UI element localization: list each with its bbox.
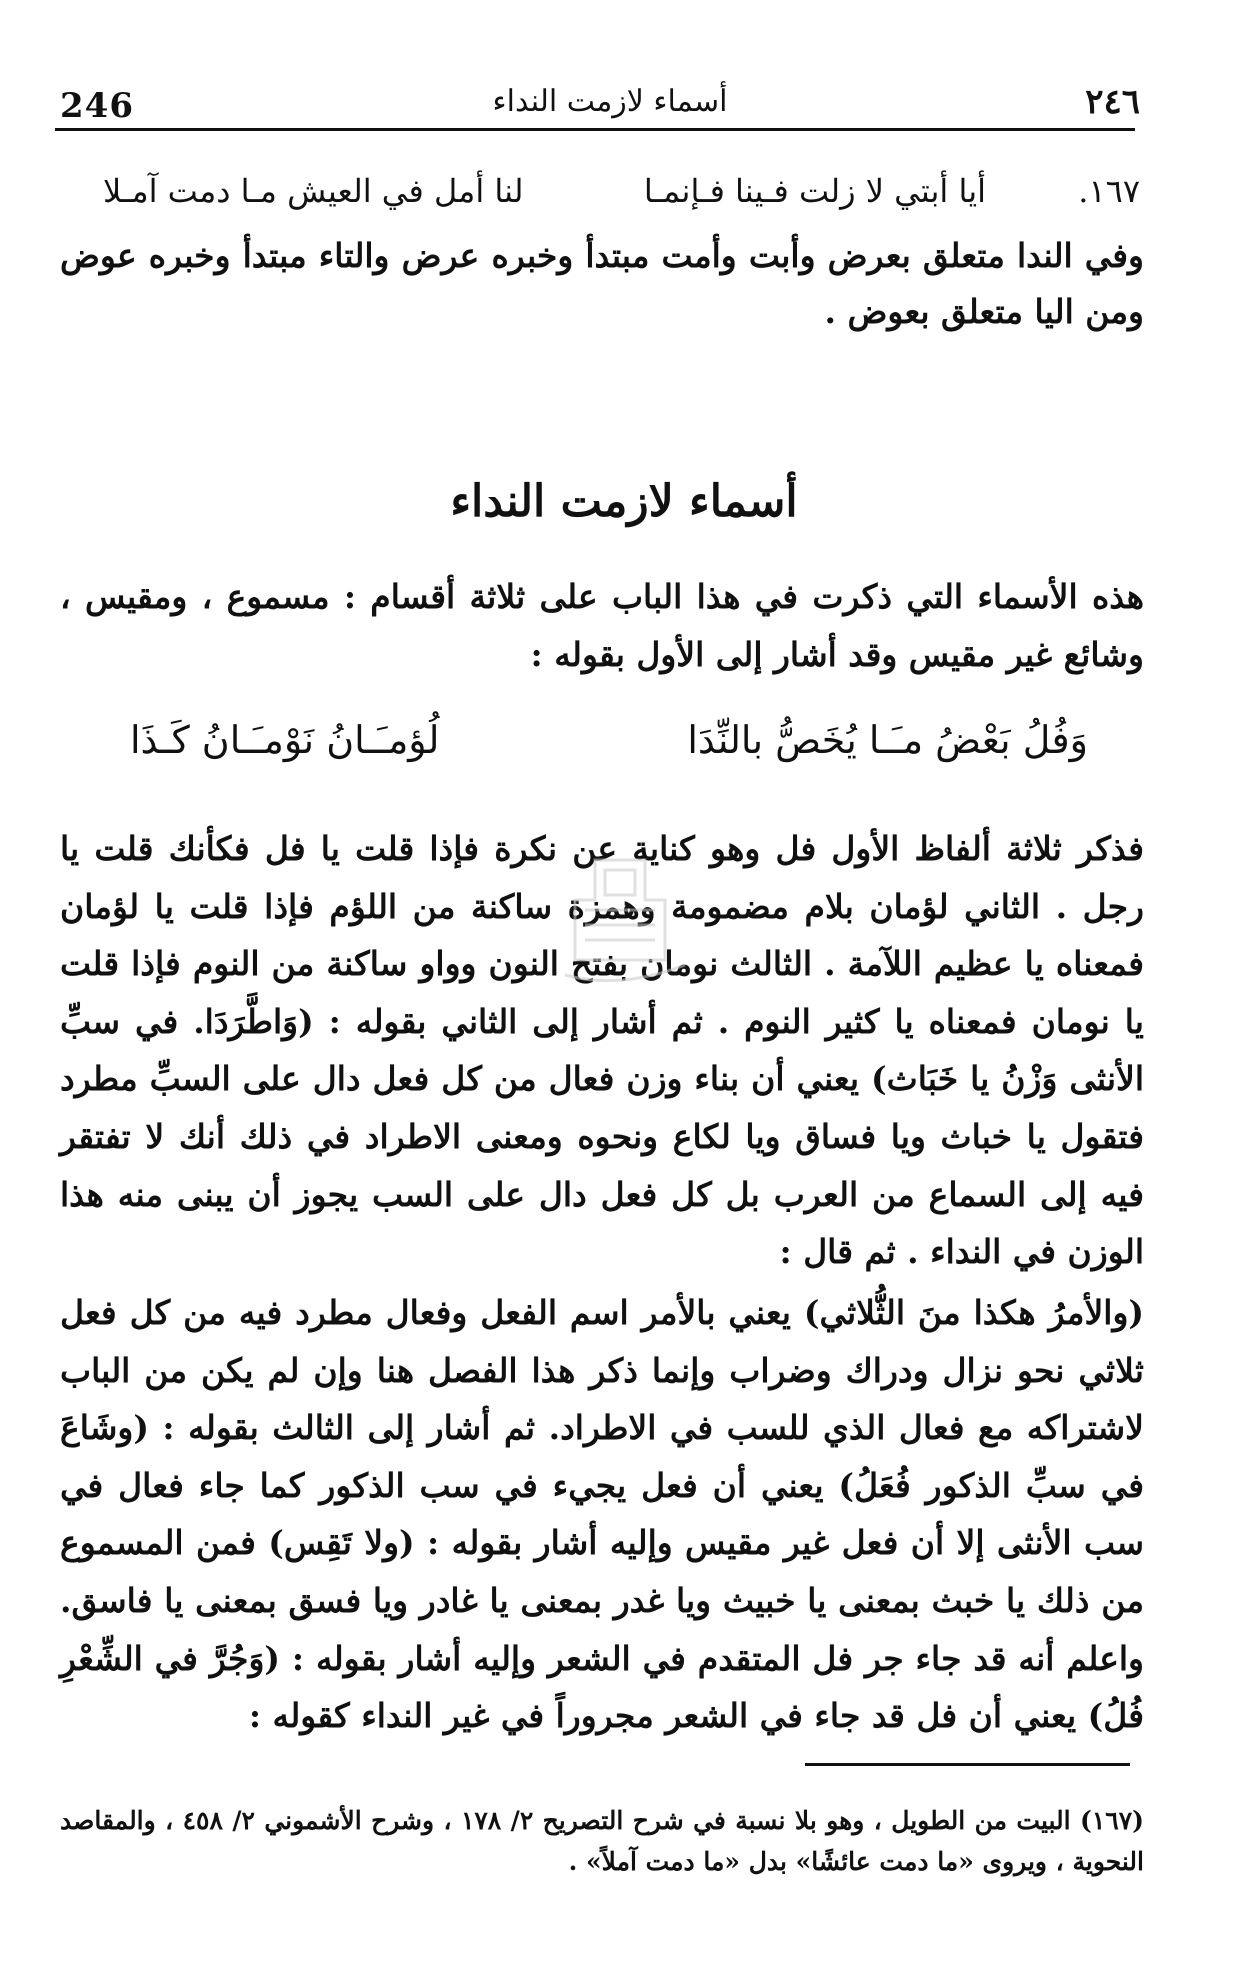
paragraph-explanation: فذكر ثلاثة ألفاظ الأول فل وهو كناية عن نكرة فإذا قلت يا فل فكأنك قلت يا رجل . الثاني لؤمان بلام مضمومة وهمزة ساكنة من اللؤم فإذا قلت يا لؤمان فمعناه يا عظيم اللآمة . الثالث نومان بفتح النون وواو ساكنة من النوم فإذا قلت يا نومان فمعناه يا كثير النوم . ثم أشار إلى الثاني بقوله : (وَاطَّرَدَا. في سبِّ الأنثى وَزْنُ يا خَبَاث) يعني أن بناء وزن فعال من كل فعل دال على السبِّ مطرد فتقول يا خباث ويا فساق ويا لكاع ونحوه ومعنى الاطراد في ذلك أنك لا تفتقر فيه إلى السماع من العرب بل كل فعل دال على السب يجوز أن يبنى منه هذا الوزن في النداء . ثم قال : — [60, 829, 1144, 1272]
footnote: (١٦٧) البيت من الطويل ، وهو بلا نسبة في شرح التصريح ٢/ ١٧٨ ، وشرح الأشموني ٢/ ٤٥٨ ، والمقاصد النحوية ، ويروى «ما دمت عائشًا» بدل «ما دمت آملاً» . — [60, 1806, 1145, 1876]
page-number-latin: 246 — [60, 86, 134, 126]
library-stamp-watermark — [535, 840, 705, 990]
verse-second-hemistich: لنا أمل في العيش مـا دمت آمـلا — [103, 172, 524, 210]
header-rule — [55, 128, 1135, 131]
paragraph-continuation: (والأمرُ هكذا منَ الثُّلاثي) يعني بالأمر اسم الفعل وفعال مطرد فيه من كل فعل ثلاثي نحو نزال ودراك وضراب وإنما ذكر هذا الفصل هنا وإن لم يكن من الباب لاشتراكه مع فعال الذي للسب في الاطراد. ثم أشار إلى الثالث بقوله : (وشَاعَ في سبِّ الذكور فُعَلُ) يعني أن فعل يجيء في سب الذكور كما جاء فعال في سب الأنثى إلا أن فعل غير مقيس وإليه أشار بقوله : (ولا تَقِس) فمن المسموع من ذلك يا خبث بمعنى يا خبيث ويا غدر بمعنى يا غادر ويا فسق بمعنى يا فاسق. واعلم أنه قد جاء جر فل المتقدم في الشعر وإليه أشار بقوله : (وَجُرَّ في الشِّعْرِ فُلُ) يعني أن فل قد جاء في الشعر مجروراً في غير النداء كقوله : — [60, 1293, 1144, 1736]
footnote-rule — [805, 1763, 1130, 1766]
poem-second-hemistich: لُؤمـَـانُ نَوْمـَـانُ كَـذَا — [130, 718, 440, 762]
page-number-arabic: ٢٤٦ — [1085, 82, 1140, 122]
verse-number: ١٦٧. — [1078, 172, 1140, 210]
poem-first-hemistich: وَفُلُ بَعْضُ مـَـا يُخَصُّ بالنِّدَا — [687, 718, 1088, 762]
verse-first-hemistich: أيا أبتي لا زلت فـينا فـإنمـا — [643, 172, 986, 210]
running-title: أسماء لازمت النداء — [492, 84, 728, 119]
section-title: أسماء لازمت النداء — [450, 476, 798, 527]
paragraph-intro: هذه الأسماء التي ذكرت في هذا الباب على ثلاثة أقسام : مسموع ، ومقيس ، وشائع غير مقيس وقد أشار إلى الأول بقوله : — [60, 577, 1144, 674]
paragraph-verse-analysis: وفي الندا متعلق بعرض وأبت وأمت مبتدأ وخبره عرض والتاء مبتدأ وخبره عوض ومن اليا متعلق بعوض . — [60, 236, 1144, 331]
